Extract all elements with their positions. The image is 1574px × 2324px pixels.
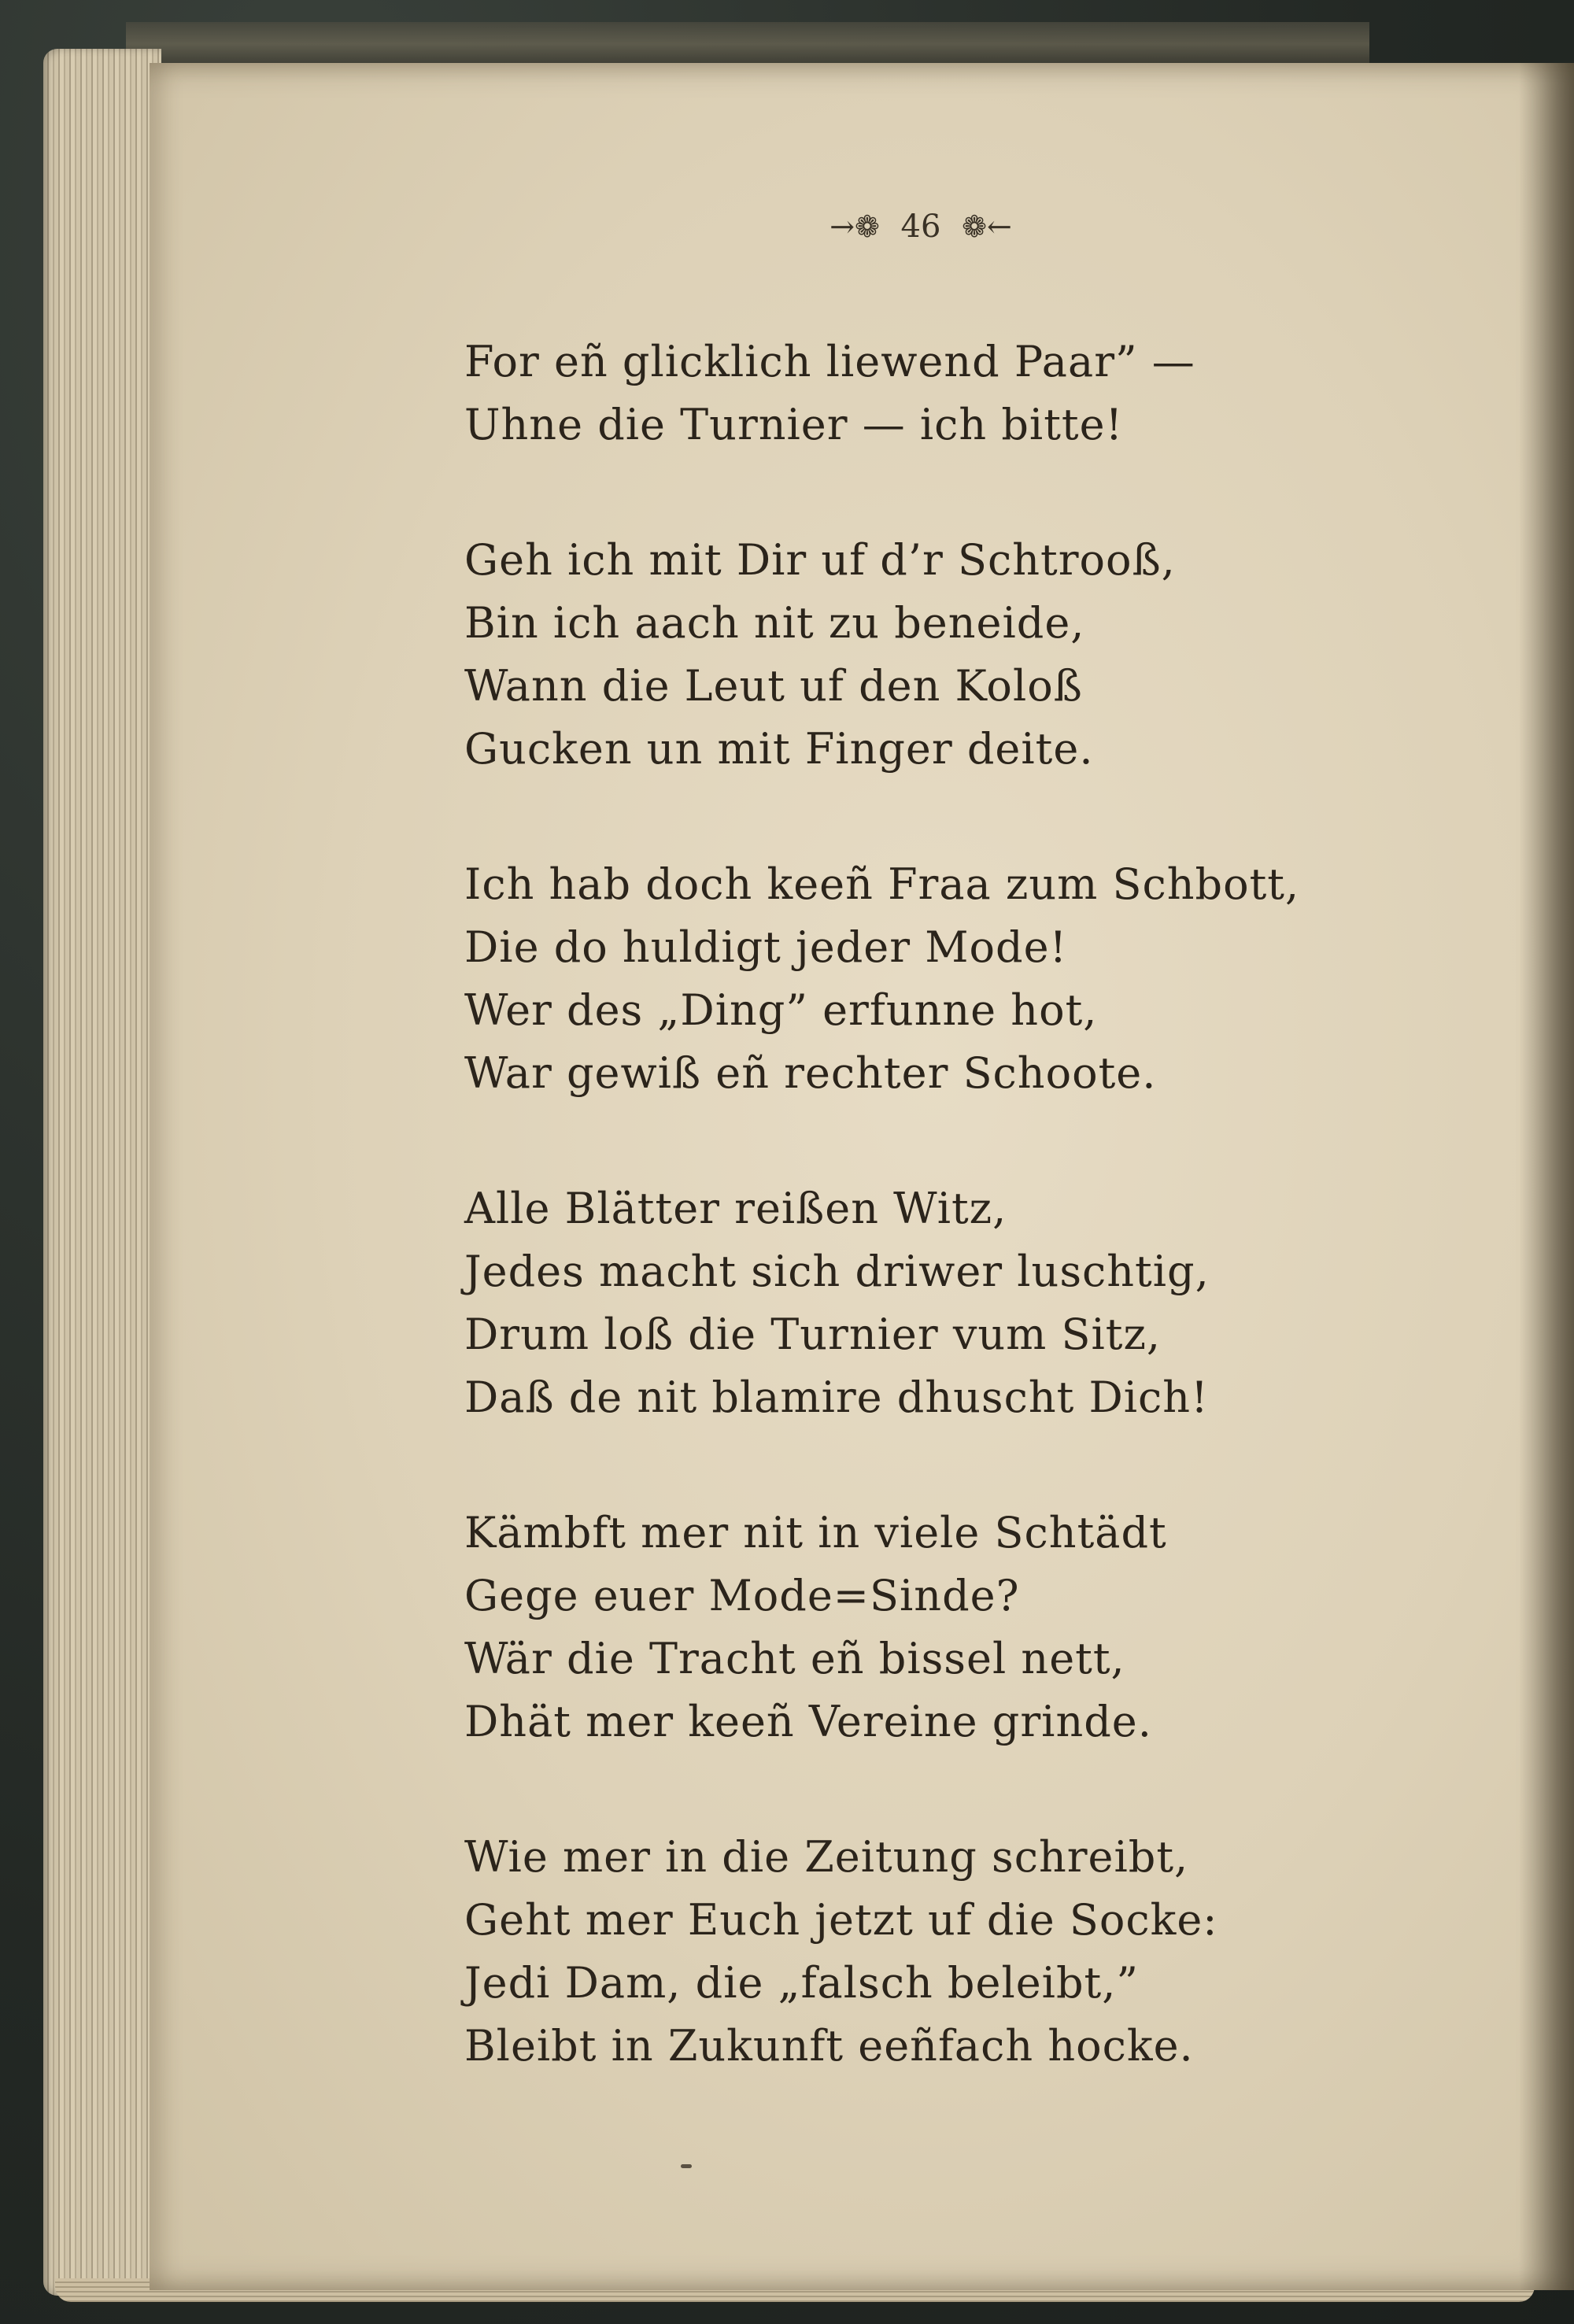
stanza-5 <box>464 1502 1330 1753</box>
poem-line: For eñ glicklich liewend Paar” — <box>464 337 1195 386</box>
page-number: 46 <box>900 209 941 245</box>
poem-line: Gege euer Mode=Sinde? <box>464 1571 1020 1620</box>
poem-line: Wär die Tracht eñ bissel nett, <box>464 1634 1125 1683</box>
poem-line: Drum loß die Turnier vum Sitz, <box>464 1310 1162 1359</box>
poem-line: Wann die Leut uf den Koloß <box>464 661 1083 711</box>
stanza-4 <box>464 1177 1330 1429</box>
poem-line: Gucken un mit Finger deite. <box>464 724 1094 774</box>
ornament-left-icon: →❁ <box>829 209 880 244</box>
poem-line: Geht mer Euch jetzt uf die Socke: <box>464 1895 1218 1945</box>
poem-line: Ich hab doch keeñ Fraa zum Schbott, <box>464 859 1300 909</box>
poem-line: Alle Blätter reißen Witz, <box>464 1184 1007 1233</box>
poem-line: Daß de nit blamire dhuscht Dich! <box>464 1373 1209 1422</box>
poem-line: Bleibt in Zukunft eeñfach hocke. <box>464 2021 1194 2071</box>
poem-line: Wie mer in die Zeitung schreibt, <box>464 1832 1189 1882</box>
poem-line: War gewiß eñ rechter Schoote. <box>464 1048 1157 1098</box>
poem-line: Die do huldigt jeder Mode! <box>464 922 1068 972</box>
page-gutter-shadow <box>1519 63 1574 2290</box>
stacked-page-edges <box>43 49 161 2296</box>
poem-line: Jedes macht sich driwer luschtig, <box>464 1247 1210 1296</box>
poem-line: Jedi Dam, die „falsch beleibt,” <box>464 1958 1139 2008</box>
stanza-3 <box>464 853 1330 1105</box>
poem-line: Wer des „Ding” erfunne hot, <box>464 985 1098 1035</box>
ornament-right-icon: ❁← <box>962 209 1012 244</box>
page-number-header <box>818 206 1023 245</box>
stanza-2 <box>464 529 1330 781</box>
cover-top-edge <box>126 22 1369 66</box>
stanza-6 <box>464 1826 1330 2078</box>
stanza-1 <box>464 331 1330 456</box>
poem-line: Kämbft mer nit in viele Schtädt <box>464 1508 1167 1557</box>
poem-line: Geh ich mit Dir uf d’r Schtrooß, <box>464 535 1176 585</box>
poem-line: Dhät mer keeñ Vereine grinde. <box>464 1697 1152 1746</box>
ink-mark <box>681 2164 692 2168</box>
poem-line: Uhne die Turnier — ich bitte! <box>464 400 1124 449</box>
poem-line: Bin ich aach nit zu beneide, <box>464 598 1085 648</box>
poem-text <box>464 331 1330 2150</box>
